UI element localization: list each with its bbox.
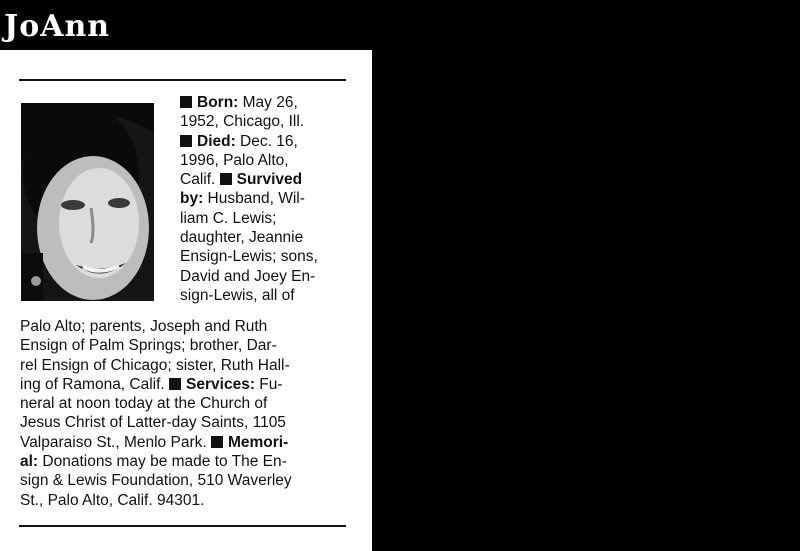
- text-segment: St., Palo Alto, Calif. 94301.: [20, 491, 205, 509]
- bullet-square-icon: [211, 436, 223, 448]
- text-line: [20, 317, 292, 336]
- text-segment: David and Joey En-: [180, 267, 316, 285]
- text-line: [20, 336, 292, 355]
- obituary-full-text: [20, 317, 292, 510]
- bullet-square-icon: [180, 135, 192, 147]
- text-segment: Fu-: [255, 375, 283, 393]
- text-line: [180, 112, 318, 131]
- text-segment: 1952, Chicago, Ill.: [180, 113, 305, 131]
- text-line: [180, 151, 318, 170]
- section-label: Born:: [197, 94, 239, 111]
- section-label: by:: [180, 190, 204, 208]
- text-segment: Dec. 16,: [235, 132, 298, 150]
- obituary-column: [0, 50, 372, 551]
- text-line: [20, 491, 292, 510]
- bottom-rule: [19, 525, 346, 527]
- text-line: [20, 471, 292, 490]
- text-line: [180, 286, 318, 305]
- obituary-side-text: [180, 93, 318, 305]
- text-segment: Calif.: [180, 171, 220, 189]
- text-segment: Ensign-Lewis; sons,: [180, 248, 318, 266]
- text-segment: ing of Ramona, Calif.: [20, 375, 170, 393]
- text-segment: sign & Lewis Foundation, 510 Waverley: [20, 472, 292, 490]
- text-segment: Palo Alto; parents, Joseph and Ruth: [20, 318, 268, 335]
- headline-name: JoAnn: [4, 9, 111, 44]
- text-line: [20, 433, 292, 452]
- text-line: [20, 452, 292, 471]
- text-line: [180, 170, 318, 189]
- bullet-square-icon: [169, 378, 181, 390]
- portrait-photo: [21, 103, 154, 301]
- text-segment: 1996, Palo Alto,: [180, 151, 289, 169]
- text-segment: neral at noon today at the Church of: [20, 395, 268, 413]
- text-segment: daughter, Jeannie: [180, 229, 304, 247]
- text-line: [20, 356, 292, 375]
- text-line: [20, 375, 292, 394]
- text-line: [180, 209, 318, 228]
- text-line: [180, 189, 318, 208]
- text-segment: Jesus Christ of Latter-day Saints, 1105: [20, 414, 286, 432]
- text-segment: Donations may be made to The En-: [38, 453, 287, 471]
- section-label: al:: [20, 453, 39, 471]
- section-label: Survived: [236, 171, 303, 189]
- text-segment: Valparaiso St., Menlo Park.: [20, 433, 211, 451]
- text-segment: Ensign of Palm Springs; brother, Dar-: [20, 337, 277, 355]
- section-label: Died:: [197, 132, 236, 150]
- section-label: Memori-: [227, 433, 289, 451]
- section-label: Services:: [186, 375, 255, 393]
- text-line: [20, 413, 292, 432]
- text-line: [20, 394, 292, 413]
- text-segment: rel Ensign of Chicago; sister, Ruth Hall-: [20, 356, 290, 374]
- text-line: [180, 247, 318, 266]
- text-line: [180, 93, 318, 112]
- bullet-square-icon: [180, 96, 192, 108]
- text-line: [180, 132, 318, 151]
- text-segment: liam C. Lewis;: [180, 209, 277, 227]
- top-rule: [19, 79, 346, 81]
- text-line: [180, 228, 318, 247]
- portrait-image: [21, 103, 154, 301]
- text-line: [180, 267, 318, 286]
- text-segment: May 26,: [238, 94, 298, 111]
- text-segment: Husband, Wil-: [203, 190, 305, 208]
- text-segment: sign-Lewis, all of: [180, 286, 295, 304]
- bullet-square-icon: [220, 173, 232, 185]
